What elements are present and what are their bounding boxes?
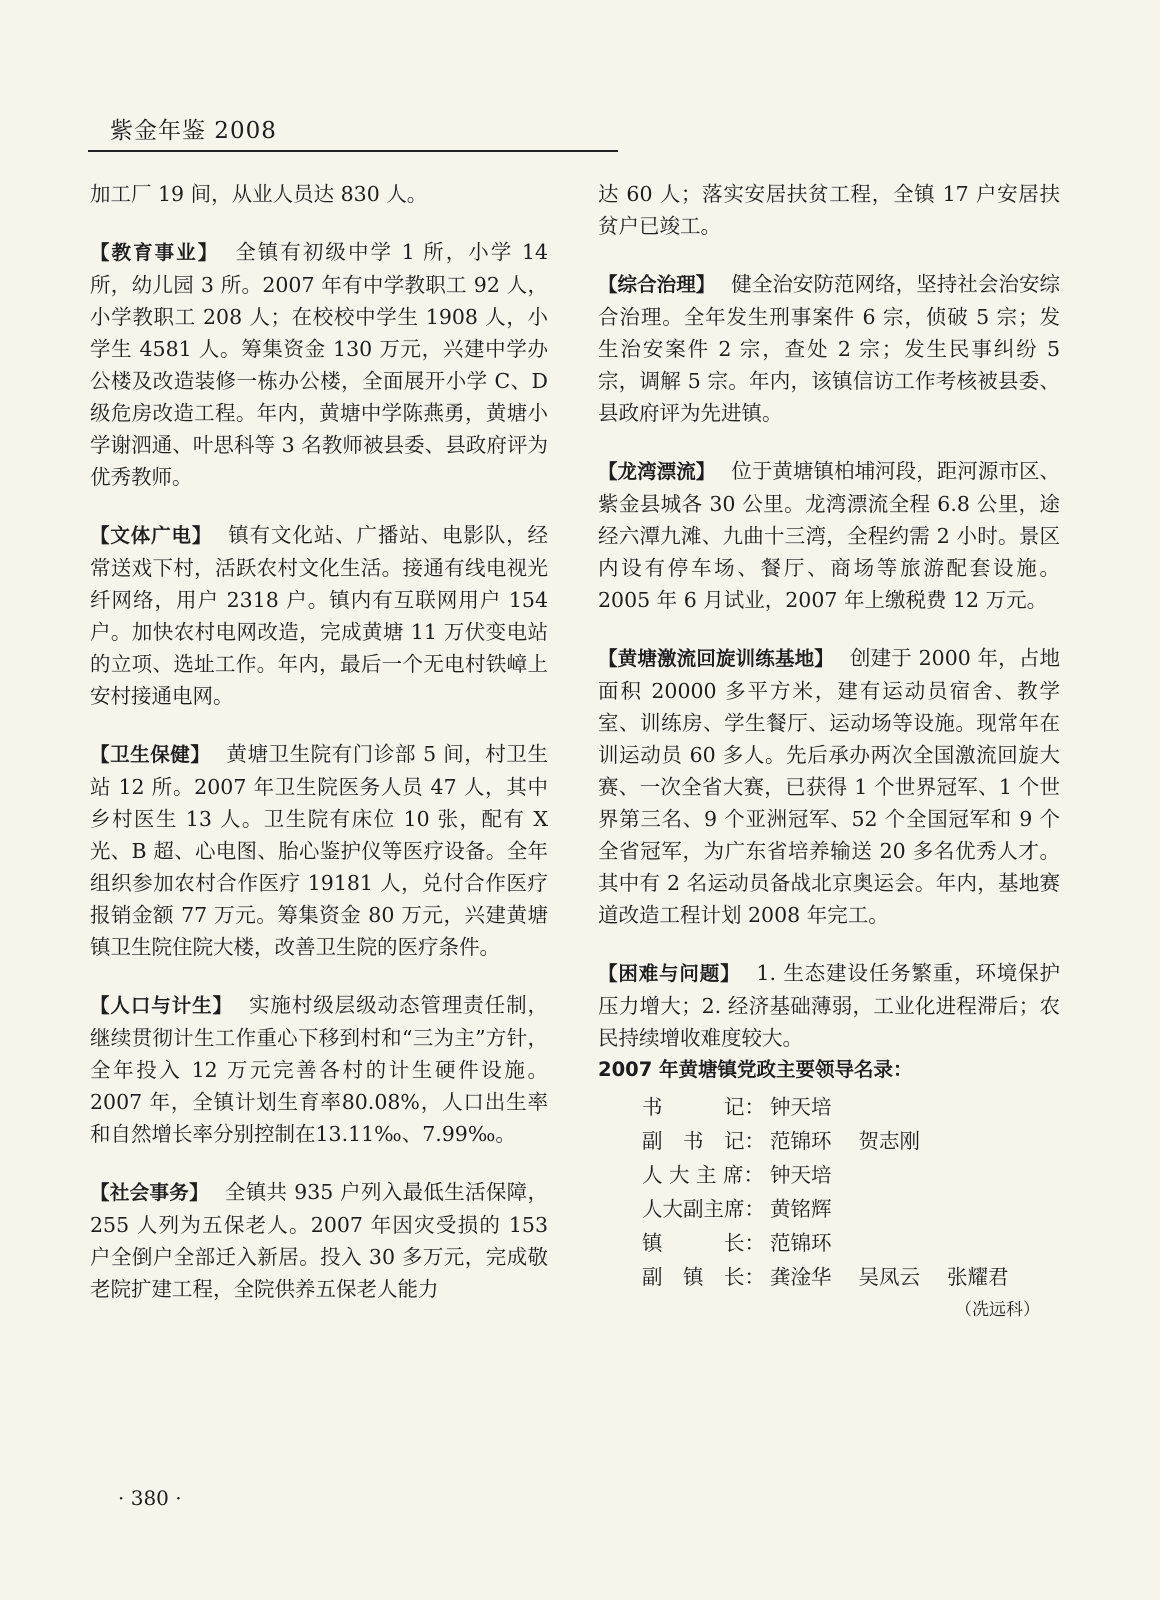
leader-names: 范锦环 bbox=[770, 1231, 832, 1255]
section-heading: 【黄塘激流回旋训练基地】 bbox=[598, 647, 834, 670]
section-heading: 【人口与计生】 bbox=[90, 994, 233, 1017]
right-intro-text: 达 60 人；落实安居扶贫工程，全镇 17 户安居扶贫户已竣工。 bbox=[598, 182, 1060, 238]
section-body: 位于黄塘镇柏埔河段，距河源市区、紫金县城各 30 公里。龙湾漂流全程 6.8 公里，途经六潭九滩、九曲十三湾，全程约需 2 小时。景区内设有停车场、餐厅、商场等旅游配套设施。2005 年 6 月试业，2007 年上缴税费 12 万元。 bbox=[598, 459, 1060, 612]
section-heading: 【综合治理】 bbox=[598, 273, 716, 296]
leader-names: 钟天培 bbox=[770, 1095, 832, 1119]
leader-row bbox=[642, 1192, 1060, 1226]
section-population bbox=[90, 989, 548, 1150]
leader-row bbox=[642, 1124, 1060, 1158]
section-health bbox=[90, 738, 548, 963]
section-rafting bbox=[598, 455, 1060, 616]
section-body: 创建于 2000 年，占地面积 20000 多平方米，建有运动员宿舍、教学室、训练房、学生餐厅、运动场等设施。现常年在训运动员 60 多人。先后承办两次全国激流回旋大赛、一次全省大赛，已获得 1 个世界冠军、1 个世界第三名、9 个亚洲冠军、52 个全国冠军和 9 个全省冠军，为广东省培养输送 20 多名优秀人才。其中有 2 名运动员备战北京奥运会。年内，基地赛道改造工程计划 2008 年完工。 bbox=[598, 646, 1060, 927]
section-body: 全镇有初级中学 1 所，小学 14 所，幼儿园 3 所。2007 年有中学教职工 92 人，小学教职工 208 人；在校校中学生 1908 人，小学生 4581 人。筹集资金 130 万元，兴建中学办公楼及改造装修一栋办公楼，全面展开小学 C、D 级危房改造工程。年内，黄塘中学陈燕勇，黄塘小学谢泗通、叶思科等 3 名教师被县委、县政府评为优秀教师。 bbox=[90, 240, 548, 489]
left-intro-text: 加工厂 19 间，从业人员达 830 人。 bbox=[90, 182, 428, 206]
leader-role: 镇 长： bbox=[642, 1231, 765, 1255]
leader-row bbox=[642, 1260, 1060, 1294]
leader-row bbox=[642, 1226, 1060, 1260]
leader-names: 钟天培 bbox=[770, 1163, 832, 1187]
section-culture-broadcast bbox=[90, 519, 548, 712]
section-heading: 【卫生保健】 bbox=[90, 743, 211, 766]
section-body: 黄塘卫生院有门诊部 5 间，村卫生站 12 所。2007 年卫生院医务人员 47 人，其中乡村医生 13 人。卫生院有床位 10 张，配有 X 光、B 超、心电图、胎心鉴护仪等医疗设备。全年组织参加农村合作医疗 19181 人，兑付合作医疗报销金额 77 万元。筹集资金 80 万元，兴建黄塘镇卫生院住院大楼，改善卫生院的医疗条件。 bbox=[90, 742, 548, 959]
leader-row bbox=[642, 1158, 1060, 1192]
section-social-affairs bbox=[90, 1176, 548, 1305]
leader-role: 书 记： bbox=[642, 1095, 765, 1119]
section-body: 镇有文化站、广播站、电影队，经常送戏下村，活跃农村文化生活。接通有线电视光纤网络，用户 2318 户。镇内有互联网用户 154 户。加快农村电网改造，完成黄塘 11 万伏变电站的立项、选址工作。年内，最后一个无电村铁嶂上安村接通电网。 bbox=[90, 523, 548, 708]
section-education bbox=[90, 236, 548, 493]
section-problems bbox=[598, 957, 1060, 1054]
author-byline: （冼远科） bbox=[955, 1300, 1040, 1320]
leader-names: 范锦环 贺志刚 bbox=[770, 1129, 921, 1153]
section-heading: 【文体广电】 bbox=[90, 524, 213, 547]
section-body: 实施村级层级动态管理责任制，继续贯彻计生工作重心下移到村和“三为主”方针，全年投入 12 万元完善各村的计生硬件设施。2007 年，全镇计划生育率80.08%，人口出生率和自然增长率分别控制在13.11‰、7.99‰。 bbox=[90, 993, 548, 1146]
section-heading: 【困难与问题】 bbox=[598, 962, 741, 985]
section-heading: 【社会事务】 bbox=[90, 1181, 209, 1204]
section-heading: 【龙湾漂流】 bbox=[598, 460, 716, 483]
running-title: 紫金年鉴 2008 bbox=[110, 118, 277, 144]
leader-names: 龚淦华 吴凤云 张耀君 bbox=[770, 1265, 1009, 1289]
section-heading: 【教育事业】 bbox=[90, 241, 220, 264]
section-public-security bbox=[598, 268, 1060, 429]
leader-role: 人 大 主 席： bbox=[642, 1163, 765, 1187]
leader-names: 黄铭辉 bbox=[770, 1197, 832, 1221]
right-column bbox=[598, 178, 1060, 1326]
leader-row bbox=[642, 1090, 1060, 1124]
header-rule bbox=[88, 150, 618, 152]
leader-role: 副 镇 长： bbox=[642, 1265, 765, 1289]
section-body: 健全治安防范网络，坚持社会治安综合治理。全年发生刑事案件 6 宗，侦破 5 宗；发生治安案件 2 宗，查处 2 宗；发生民事纠纷 5 宗，调解 5 宗。年内，该镇信访工作考核被县委、县政府评为先进镇。 bbox=[598, 272, 1060, 425]
left-column bbox=[90, 178, 548, 1331]
section-body: 全镇共 935 户列入最低生活保障，255 人列为五保老人。2007 年因灾受损的 153 户全倒户全部迁入新居。投入 30 多万元，完成敬老院扩建工程，全院供养五保老人能力 bbox=[90, 1180, 548, 1301]
leader-role: 副 书 记： bbox=[642, 1129, 765, 1153]
leaders-list bbox=[642, 1090, 1060, 1294]
section-training-base bbox=[598, 642, 1060, 931]
section-body: 1. 生态建设任务繁重，环境保护压力增大；2. 经济基础薄弱，工业化进程滞后；农民持续增收难度较大。 bbox=[598, 961, 1060, 1050]
leader-role: 人大副主席： bbox=[642, 1197, 765, 1221]
page-number: · 380 · bbox=[118, 1486, 182, 1510]
leaders-title: 2007 年黄塘镇党政主要领导名录： bbox=[598, 1058, 913, 1081]
